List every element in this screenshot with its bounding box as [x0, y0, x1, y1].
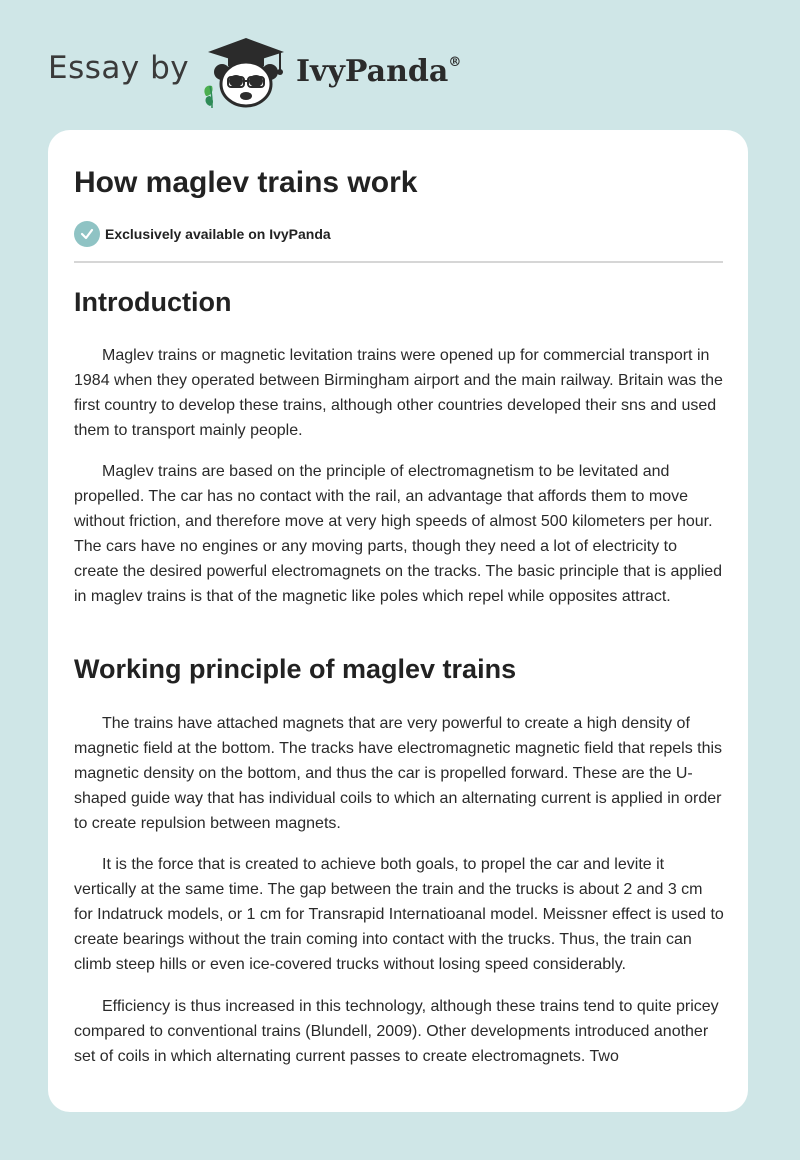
exclusive-badge	[74, 221, 331, 247]
check-icon	[74, 221, 100, 247]
essay-title: How maglev trains work	[74, 166, 418, 199]
brand-name[interactable]: IvyPanda®	[296, 54, 462, 89]
section-heading-introduction: Introduction	[74, 287, 232, 317]
paragraph: Efficiency is thus increased in this technology, although these trains tend to quite pricey compared to conventional trains (Blundell, 2009). Other developments introduced another set of coils in which alternating current passes to create electromagnets. Two	[74, 998, 719, 1065]
essay-by-label: Essay by	[48, 50, 190, 86]
paragraph: Maglev trains are based on the principle of electromagnetism to be levitated and propelled. The car has no contact with the rail, an advantage that affords them to move without friction, and therefore move at very high speeds of almost 500 kilometers per hour. The cars have no engines or any moving parts, though they need a lot of electricity to create the desired powerful electromagnets on the tracks. The basic principle that is applied in maglev trains is that of the magnetic like poles which repel while opposites attract.	[74, 463, 723, 605]
registered-mark: ®	[448, 55, 462, 70]
essay-card	[48, 130, 748, 1112]
paragraph: It is the force that is created to achieve both goals, to propel the car and levite it vertically at the same time. The gap between the train and the trucks is about 2 and 3 cm for Indatruck models, or 1 cm for Transrapid Internatioanal model. Meissner effect is used to create bearings without the train coming into contact with the trucks. Thus, the train can climb steep hills or even ice-covered trucks without losing speed considerably.	[74, 856, 724, 973]
paragraph: Maglev trains or magnetic levitation trains were opened up for commercial transport in 1984 when they operated between Birmingham airport and the main railway. Britain was the first country to develop these trains, although other countries developed their sns and used them to transport mainly people.	[74, 347, 723, 439]
site-header	[0, 0, 800, 130]
section-heading-working-principle: Working principle of maglev trains	[74, 654, 517, 684]
badge-text: Exclusively available on IvyPanda	[105, 226, 331, 242]
paragraph: The trains have attached magnets that are very powerful to create a high density of magnetic field at the bottom. The tracks have electromagnetic magnetic field that repels this magnetic density on the bottom, and thus the car is propelled forward. These are the U-shaped guide way that has individual coils to which an alternating current is applied in order to create repulsion between magnets.	[74, 715, 723, 832]
panda-logo-icon[interactable]	[200, 34, 292, 110]
divider	[74, 261, 723, 263]
